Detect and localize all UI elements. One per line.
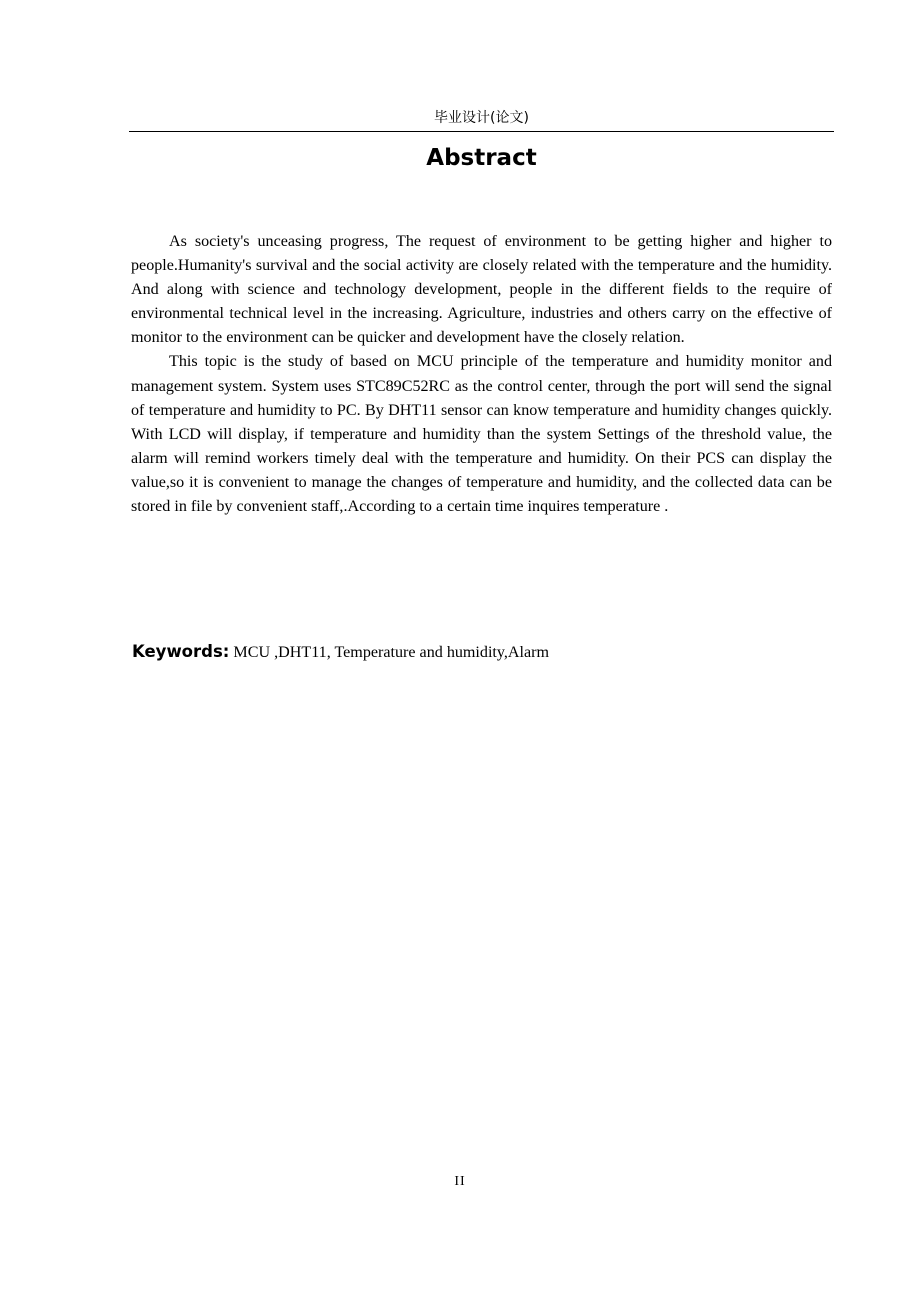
keywords-value: MCU ,DHT11, Temperature and humidity,Alarm — [229, 644, 550, 661]
header-divider — [129, 131, 834, 132]
keywords-label: Keywords: — [132, 642, 230, 661]
abstract-paragraph-2: This topic is the study of based on MCU principle of the temperature and humidity monitor and management system. System uses STC89C52RC as the control center, through the port will send the signal of temperature and humidity to PC. By DHT11 sensor can know temperature and humidity changes quickly. With LCD will display, if temperature and humidity than the system Settings of the threshold value, the alarm will remind workers timely deal with the temperature and humidity. On their PCS can display the value,so it is convenient to manage the changes of temperature and humidity, and the collected data can be stored in file by convenient staff,.According to a certain time inquires temperature . — [131, 353, 832, 516]
abstract-paragraph-1: As society's unceasing progress, The request of environment to be getting higher and higher to people.Humanity's survival and the social activity are closely related with the temperature and the humidity. And along with science and technology development, people in the different fields to the require of environmental technical level in the increasing. Agriculture, industries and others carry on the effective of monitor to the environment can be quicker and development have the closely relation. — [131, 233, 832, 347]
abstract-title: Abstract — [426, 145, 537, 171]
running-header: 毕业设计(论文) — [434, 110, 529, 126]
abstract-body — [131, 230, 832, 519]
page-number: II — [454, 1174, 466, 1189]
keywords-line — [132, 640, 832, 665]
